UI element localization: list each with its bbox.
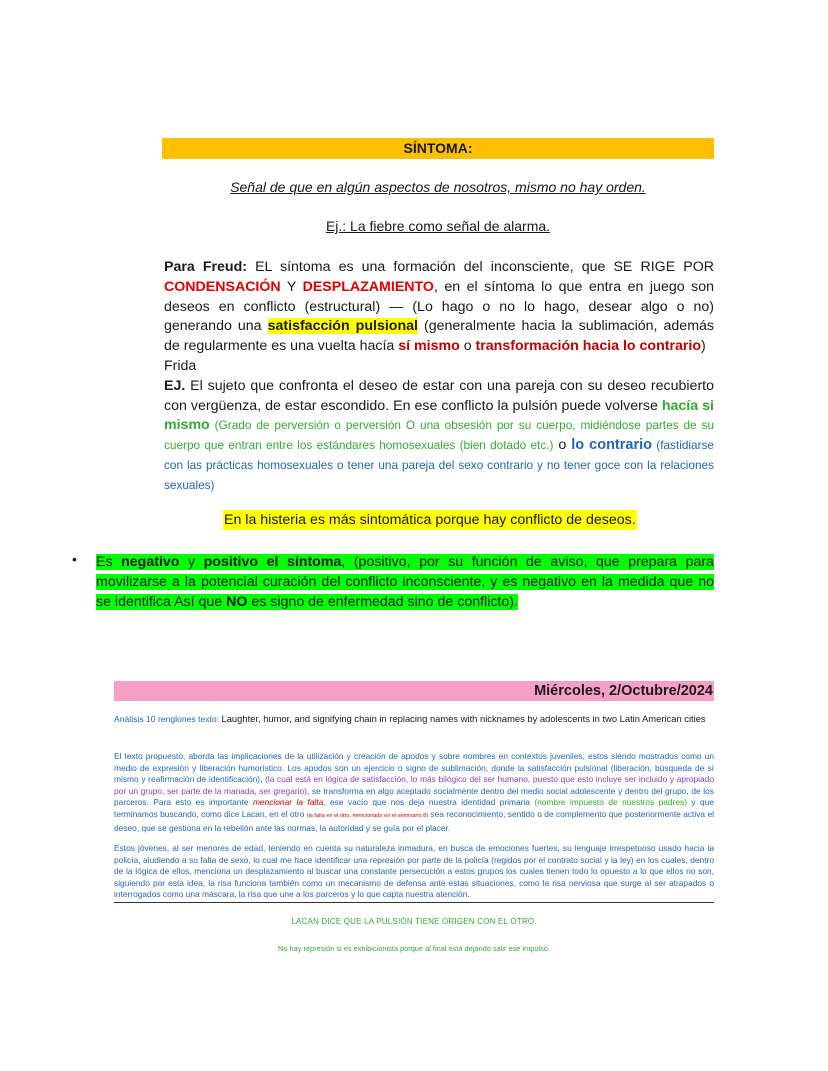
p1-i: sea reconocimiento, sentido o de complemento que posteriormente activa el deseo, que se gestiona en la rebelión ante las normas, la autoridad y se guía por el placer.	[114, 808, 714, 833]
freud-o: o	[459, 338, 476, 355]
subtitle: Señal de que en algún aspectos de nosotros, mismo no hay orden.	[230, 179, 646, 195]
condensacion-term: CONDENSACIÓN	[164, 278, 281, 295]
page-title: SÍNTOMA:	[162, 138, 714, 159]
freud-text-4: )	[701, 338, 706, 355]
bullet-paragraph	[96, 552, 714, 612]
p1-e: , ese vacío que nos deja nuestra identidad primaria	[323, 797, 535, 808]
lo-contrario-term: lo contrario	[571, 437, 652, 454]
freud-text-3: (generalmente hacia la sublimación, además de regularmente es una vuelta hacía	[164, 318, 714, 355]
green-detail: (Grado de perversión o perversión O una obsesión por su cuerpo, midiéndose partes de su cuerpo que entran entre los estándares homosexuales (bien dotado etc.)	[164, 418, 714, 453]
transformacion-term: transformación hacia lo contrario	[475, 338, 702, 355]
freud-text-1: EL síntoma es una formación del inconsciente, que SE RIGE POR	[247, 259, 715, 275]
example-text-1: El sujeto que confronta el deseo de estar con una pareja con su deseo recubierto con vergüenza, de estar escondido. En ese conflicto la pulsión puede volverse	[164, 377, 714, 414]
no-term: NO	[226, 594, 248, 610]
p1-a: El texto propuesto, aborda las implicaciones de la utilización y creación de apodos y sobre nombres en contextos juveniles, estos siendo mostrados como un medio de expresión y liberación humorístico. Los apodos son un ejercicio o signo de sublimación, donde la satisfacción pulsional (liberación, búsqueda de sí mismo y reafirmación de identificación),	[114, 751, 714, 785]
analysis-label: Análisis 10 renglones texto:	[114, 714, 222, 724]
p1-b: (la cual está en lógica de satisfacción, lo más bilógico del ser humano, puesto que esto incluye ser incluido y apropiado por un grupo, ser parte de la manada, ser gregario)	[114, 774, 714, 796]
example-o: o	[553, 437, 572, 454]
date-text: Miércoles, 2/Octubre/2024	[534, 683, 713, 699]
freud-y: Y	[280, 278, 303, 295]
positivo-term: positivo el síntoma	[203, 554, 342, 570]
analysis-paragraph-1	[114, 751, 714, 834]
p1-f: (nombre impuesto de nuestros padres)	[534, 797, 687, 808]
date-banner	[114, 681, 714, 701]
lacan-note: LACAN DICE QUE LA PULSIÓN TIENE ORIGEN CON EL OTRO.	[291, 917, 537, 926]
blue-detail: (fastidiarse con las prácticas homosexuales o tener una pareja del sexo contrario y no tener goce con la relaciones sexuales)	[164, 438, 714, 492]
desplazamiento-term: DESPLAZAMIENTO	[302, 278, 434, 295]
bullet-text-1: , (positivo, por su función de aviso, que prepara para movilizarse a la potencial curación del conflicto inconsciente, y es negativo en la medida que no se identifica Así que	[96, 554, 714, 610]
bullet-es: Es	[96, 554, 122, 570]
bullet-icon: •	[72, 551, 77, 567]
bullet-text-2: es signo de enfermedad sino de conflicto).	[247, 594, 518, 610]
p1-g: y que terminamos buscando, como dice Lacan, en el otro	[114, 797, 714, 819]
bullet-y: y	[179, 554, 204, 570]
example-label: EJ.	[164, 377, 186, 394]
analysis-heading	[114, 713, 714, 725]
si-mismo-term: sí mismo	[398, 338, 460, 355]
negativo-term: negativo	[121, 554, 180, 570]
hacia-si-mismo-term: hacía si mismo	[164, 397, 714, 434]
hysteria-note: En la histeria es más sintomática porque hay conflicto de deseos.	[224, 512, 636, 528]
example-paragraph	[164, 377, 714, 496]
p1-d: mencionar la falta	[252, 797, 324, 808]
p1-h: (la falta en el otro, mencionado en el seminario 8)	[306, 812, 429, 819]
freud-paragraph	[164, 258, 714, 496]
frida-line: Frida	[164, 357, 197, 374]
freud-text-2: , en el síntoma lo que entra en juego son deseos en conflicto (estructural) — (Lo hago o no lo hago, desear algo o no) generando una	[164, 278, 714, 335]
p1-c: , se transforma en algo aceptado socialmente dentro del medio social adolescente y dentro del grupo, de los parceros. Para esto es importante	[114, 785, 714, 808]
example-heading: Ej.: La fiebre como señal de alarma.	[325, 218, 551, 234]
no-represion-note: No hay represión si es exhibicionista porque al final está dejando salir ese impulso.	[278, 944, 550, 953]
divider	[114, 902, 714, 903]
analysis-paragraph-2: Estos jóvenes, al ser menores de edad, teniendo en cuenta su naturaleza inmadura, en busca de emociones fuertes, su lenguaje irrespetuoso usado hacia la policía, aludiendo a su falta de sexo, lo cual me hace identificar una represión por parte de la policía (regidos por el contrato social y la ley) en los cuales, dentro de la lógica de ellos, menciona un desplazamiento al buscar una constante persecución a estos grupos los cuales tienen todo lo opuesto a lo que ellos no son, siguiendo por esta idea, la risa funciona también como un mecanismo de defensa ante estas situaciones, como la risa nerviosa que surge al ser atrapados o interrogados como una máscara, la risa que une a los parceros y lo que capta nuestra atención.	[114, 843, 714, 900]
satisfaccion-pulsional-term: satisfacción pulsional	[267, 318, 418, 335]
freud-label: Para Freud:	[164, 259, 247, 275]
analysis-title: Laughter, humor, and signifying chain in replacing names with nicknames by adolescents in two Latin American cities	[221, 713, 706, 724]
